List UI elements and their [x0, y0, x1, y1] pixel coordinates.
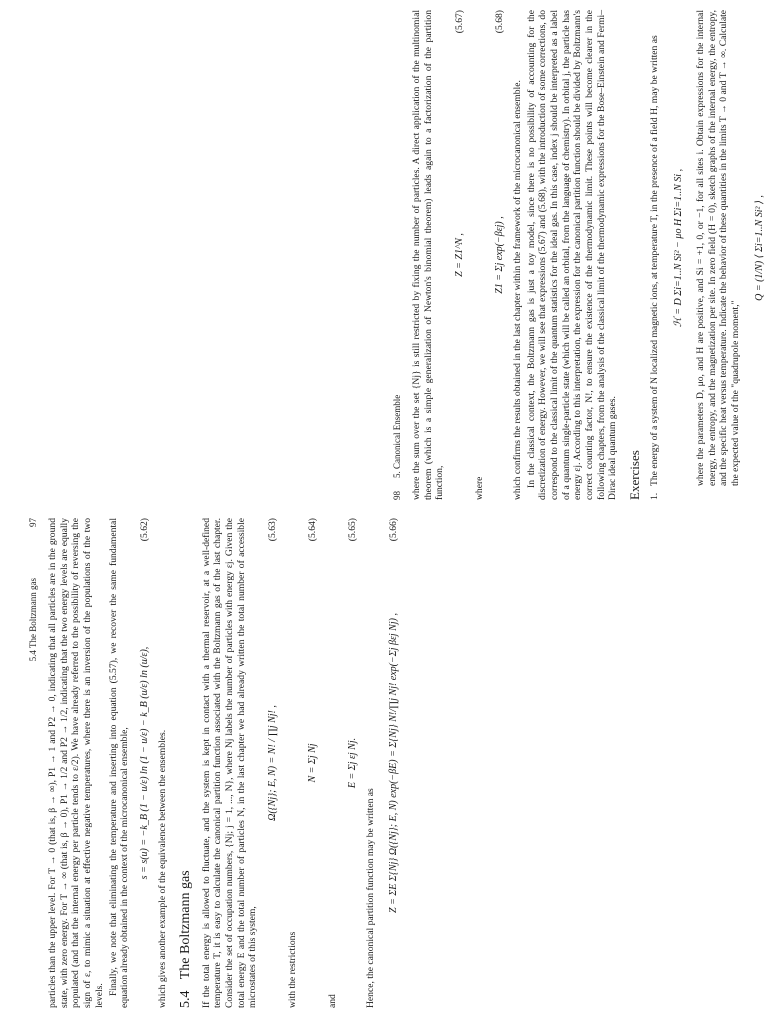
equation-formula: N = Σj Nj — [306, 743, 318, 783]
paragraph: particles than the upper level. For T → 0 (that is, β → ∞), P1 → 1 and P2 → 0, indicating that all particles are in the ground state, with zero energy. For T → ∞ (that is, β → 0), P1 → 1/2 and P2 → 1/2, indicating that the two energy levels are equally populated (and that the internal energy per particle tends to ε/2). We have already referred to the possibility of reversing the sign of ε, to mimic a situation at effective negative temperatures, where there is an inversion of the populations of the two levels. — [47, 518, 105, 1008]
equation-5-67 — [448, 10, 472, 500]
paragraph: which confirms the results obtained in the last chapter within the framework of the microcanonical ensemble. — [511, 80, 523, 500]
equation-number: (5.62) — [138, 518, 150, 542]
equation-formula: Q = (1/N) ⟨ Σi=1..N Si² ⟩ , — [753, 195, 765, 301]
equation-formula: Z = ΣE Σ{Nj} Ω({Nj}; E, N) exp(−βE) = Σ{Nj} N!/∏j Nj! exp(−Σj βεj Nj) , — [388, 613, 400, 913]
paragraph: In the classical context, the Boltzmann gas is just a toy model, since there is no possibility of accounting for the discretization of energy. However, we will see that expressions (5.67) and (5.68), with the introduction of some corrections, do correspond to the classical limit of the quantum statistics for the ideal gas. In this case, index j should be interpreted as a label of a quantum single-particle state (which will be called an orbital, from the language of chemistry). In orbital j, the particle has energy εj. According to this interpretation, the expression for the canonical partition function should be divided by Boltzmann's correct counting factor, N!, to ensure the existence of the thermodynamic limit. These points will become clearer in the following chapters, from the analysis of the classical limit of the thermodynamic expressions for the Bose–Einstein and Fermi–Dirac ideal quantum gases. — [525, 10, 619, 500]
lead-text: with the restrictions — [287, 931, 299, 1008]
equation-formula: Z1 = Σj exp(−βεj) , — [493, 216, 505, 294]
equation-5-65 — [341, 518, 365, 1008]
equation-formula: ℋ = D Σi=1..N Si² − μo H Σi=1..N Si , — [672, 168, 684, 328]
lead-text: where — [474, 476, 486, 500]
section-heading — [177, 518, 195, 1008]
paragraph: where the sum over the set {Nj} is still restricted by fixing the number of particles. A direct application of the multinomial theorem (which is a simple generalization of Newton's binomial theorem) leads again to a factorization of the partition function, — [411, 10, 446, 500]
paragraph: Finally, we note that eliminating the temperature and inserting into equation (5.57), we recover the same fundamental equation already obtained in the context of the microcanonical ensemble, — [107, 518, 131, 1008]
section-number: 5.4 — [177, 990, 193, 1008]
equation-number: (5.63) — [267, 518, 279, 542]
paragraph: which gives another example of the equivalence between the ensembles. — [156, 729, 168, 1008]
paragraph: Hence, the canonical partition function may be written as — [364, 788, 376, 1008]
page-number: 98 — [392, 491, 402, 500]
page-97 — [28, 518, 400, 1008]
equation-number: (5.67) — [454, 10, 466, 34]
exercise-text: where the parameters D, μo, and H are positive, and Si = +1, 0, or −1, for all sites i. Obtain expressions for the internal energy, the entropy, and the magnetization per site. In zero field (H = 0), sketch graphs of the internal energy, the entropy, and the specific heat versus temperature. Indicate the behavior of these quantities in the limits T → 0 and T → ∞. Calculate the expected value of the "quadrupole moment," — [694, 10, 741, 486]
exercise-1 — [649, 10, 768, 500]
section-title: The Boltzmann gas — [177, 870, 193, 980]
page-number: 97 — [28, 518, 38, 527]
equation-formula: Ω({Nj}; E, N) = N! / ∏j Nj! , — [267, 705, 279, 821]
equation-formula: Z = Z1^N , — [454, 233, 466, 277]
equation-5-62 — [133, 518, 157, 1008]
exercise-number: 1. — [649, 492, 661, 500]
equation-formula: s = s(u) = −k_B (1 − u/ε) ln (1 − u/ε) − k_B (u/ε) ln (u/ε), — [138, 646, 150, 880]
lead-text: and — [326, 994, 338, 1008]
running-title: 5.4 The Boltzmann gas — [28, 578, 38, 662]
equation-number: (5.66) — [388, 518, 400, 542]
equation-hamiltonian — [663, 10, 695, 486]
equation-5-66 — [378, 518, 410, 1008]
equation-formula: E = Σj εj Nj. — [346, 737, 358, 789]
running-header — [392, 10, 406, 500]
exercise-text: The energy of a system of N localized magnetic ions, at temperature T, in the presence of a field H, may be written as — [649, 35, 661, 486]
page-98 — [392, 10, 765, 500]
paragraph: If the total energy is allowed to fluctuate, and the system is kept in contact with a thermal reservoir, at a well-defined temperature T, it is easy to calculate the canonical partition function associated with the Boltzmann gas of the last chapter. Consider the set of occupation numbers, {Nj; j = 1, ..., N}, where Nj labels the number of particles with energy εj. Given the total energy E and the total number of particles N, in the last chapter we had already written the total number of accessible microstates of this system, — [200, 518, 259, 1008]
equation-number: (5.68) — [493, 10, 505, 34]
equation-number: (5.65) — [346, 518, 358, 542]
equation-quadrupole — [744, 10, 768, 486]
running-header — [28, 518, 42, 1008]
exercises-heading: Exercises — [627, 450, 643, 500]
equation-5-64 — [301, 518, 325, 1008]
equation-5-68 — [488, 10, 512, 500]
equation-5-63 — [261, 518, 285, 1008]
running-title: 5. Canonical Ensemble — [392, 394, 402, 478]
equation-number: (5.64) — [306, 518, 318, 542]
